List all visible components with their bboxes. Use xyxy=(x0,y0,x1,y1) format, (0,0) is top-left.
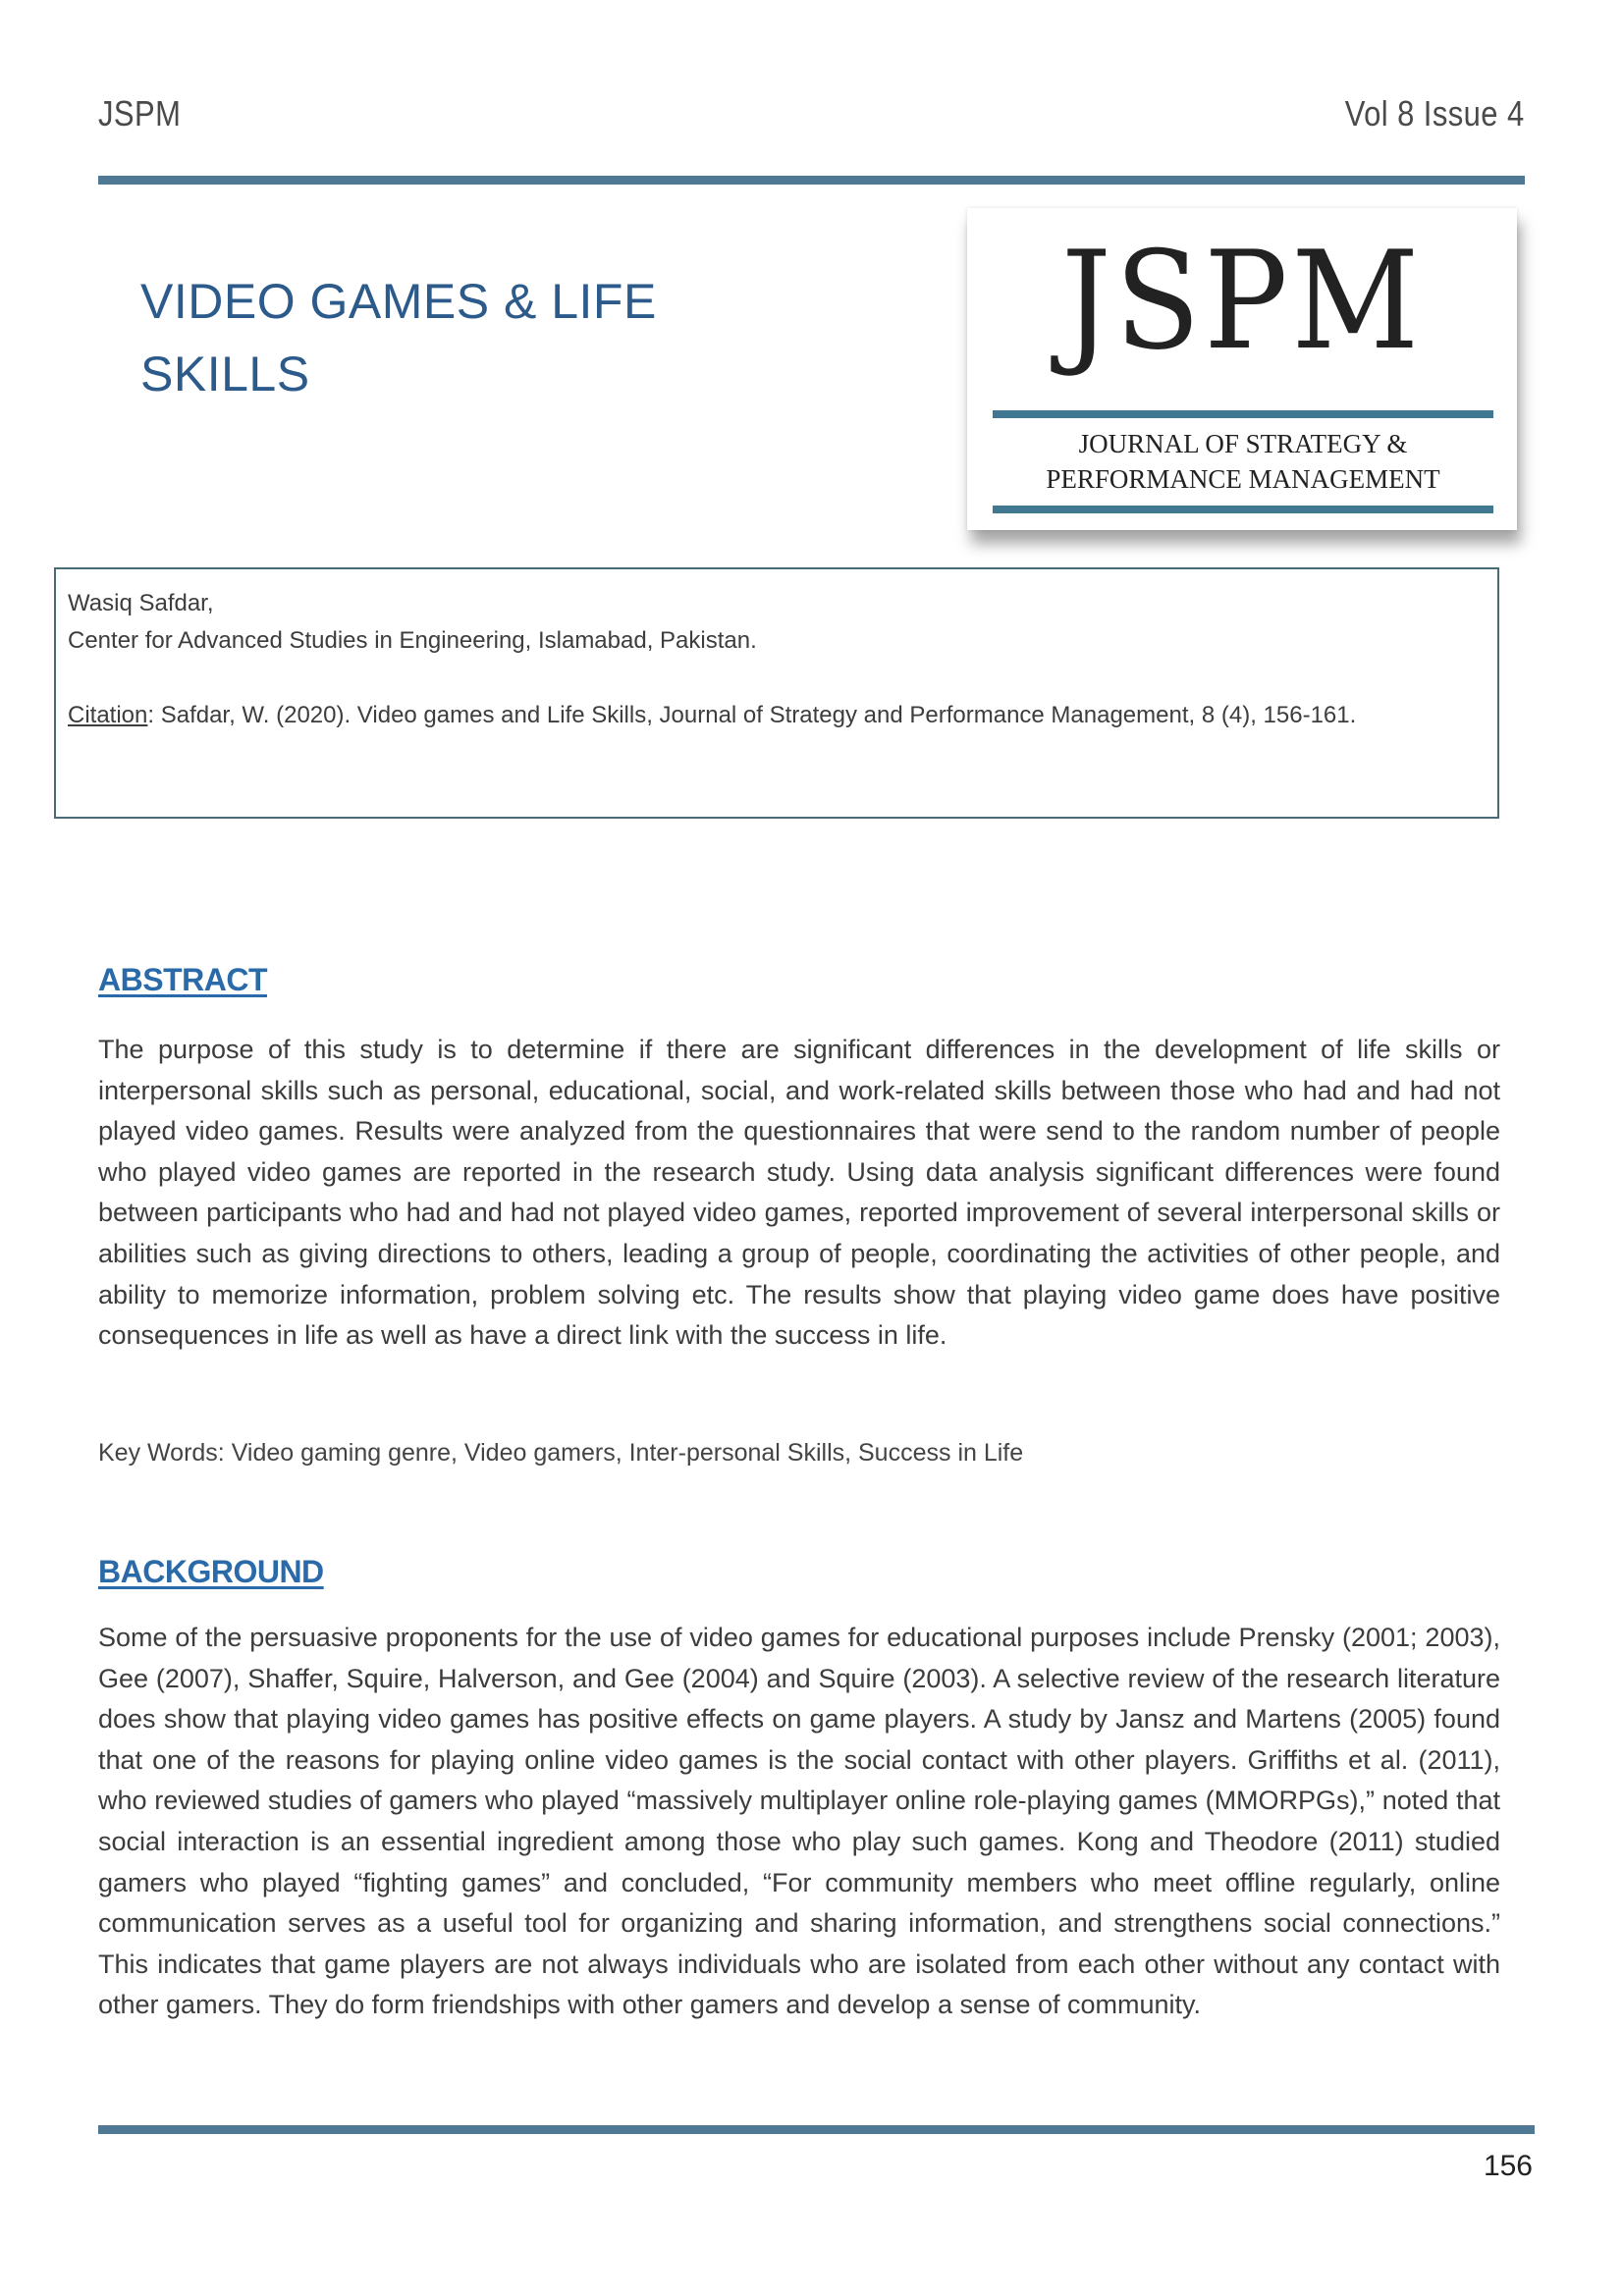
author-info-box xyxy=(54,567,1499,819)
background-text: Some of the persuasive proponents for the use of video games for educational purposes include Prensky (2001; 2003), Gee (2007), Shaffer, Squire, Halverson, and Gee (2004) and Squire (2003). A selective review of the research literature does show that playing video games has positive effects on game players. A study by Jansz and Martens (2005) found that one of the reasons for playing online video games is the social contact with other players. Griffiths et al. (2011), who reviewed studies of gamers who played “massively multiplayer online role-playing games (MMORPGs),” noted that social interaction is an essential ingredient among those who play such games. Kong and Theodore (2011) studied gamers who played “fighting games” and concluded, “For community members who meet offline regularly, online communication serves as a useful tool for organizing and sharing information, and strengthens social connections.” This indicates that game players are not always individuals who are isolated from each other without any contact with other gamers. They do form friendships with other gamers and develop a sense of community. xyxy=(98,1623,1500,2020)
page-number: 156 xyxy=(1483,2150,1533,2182)
keywords: Key Words: Video gaming genre, Video gamers, Inter-personal Skills, Success in Life xyxy=(98,1439,1024,1467)
logo-rule-bottom xyxy=(993,506,1493,513)
logo-subtitle xyxy=(993,426,1493,497)
background-heading: BACKGROUND xyxy=(98,1554,324,1589)
citation xyxy=(68,697,1486,734)
logo-mark: JSPM xyxy=(1060,222,1423,380)
author-name: Wasiq Safdar, xyxy=(68,590,214,616)
header-rule xyxy=(98,176,1525,185)
logo-subtitle-line2: PERFORMANCE MANAGEMENT xyxy=(1046,464,1440,494)
abstract-heading: ABSTRACT xyxy=(98,962,267,997)
logo-subtitle-line1: JOURNAL OF STRATEGY & xyxy=(1078,429,1408,458)
journal-logo xyxy=(967,208,1517,530)
article-title: VIDEO GAMES & LIFE SKILLS xyxy=(140,274,657,401)
footer-rule xyxy=(98,2125,1535,2134)
citation-label: Citation xyxy=(68,702,148,728)
author-affiliation: Center for Advanced Studies in Engineering, Islamabad, Pakistan. xyxy=(68,627,757,654)
abstract-text: The purpose of this study is to determine if there are significant differences in the development of life skills or interpersonal skills such as personal, educational, social, and work-related skills between those who had and had not played video games. Results were analyzed from the questionnaires that were send to the random number of people who played video games are reported in the research study. Using data analysis significant differences were found between participants who had and had not played video games, reported improvement of several interpersonal skills or abilities such as giving directions to others, leading a group of people, coordinating the activities of other people, and ability to memorize information, problem solving etc. The results show that playing video game does have positive consequences in life as well as have a direct link with the success in life. xyxy=(98,1035,1500,1351)
running-header-issue: Vol 8 Issue 4 xyxy=(1345,93,1525,133)
logo-rule-top xyxy=(993,410,1493,418)
running-header-journal: JSPM xyxy=(98,93,182,133)
citation-text: : Safdar, W. (2020). Video games and Life Skills, Journal of Strategy and Performance Management, 8 (4), 156-161. xyxy=(147,702,1357,728)
